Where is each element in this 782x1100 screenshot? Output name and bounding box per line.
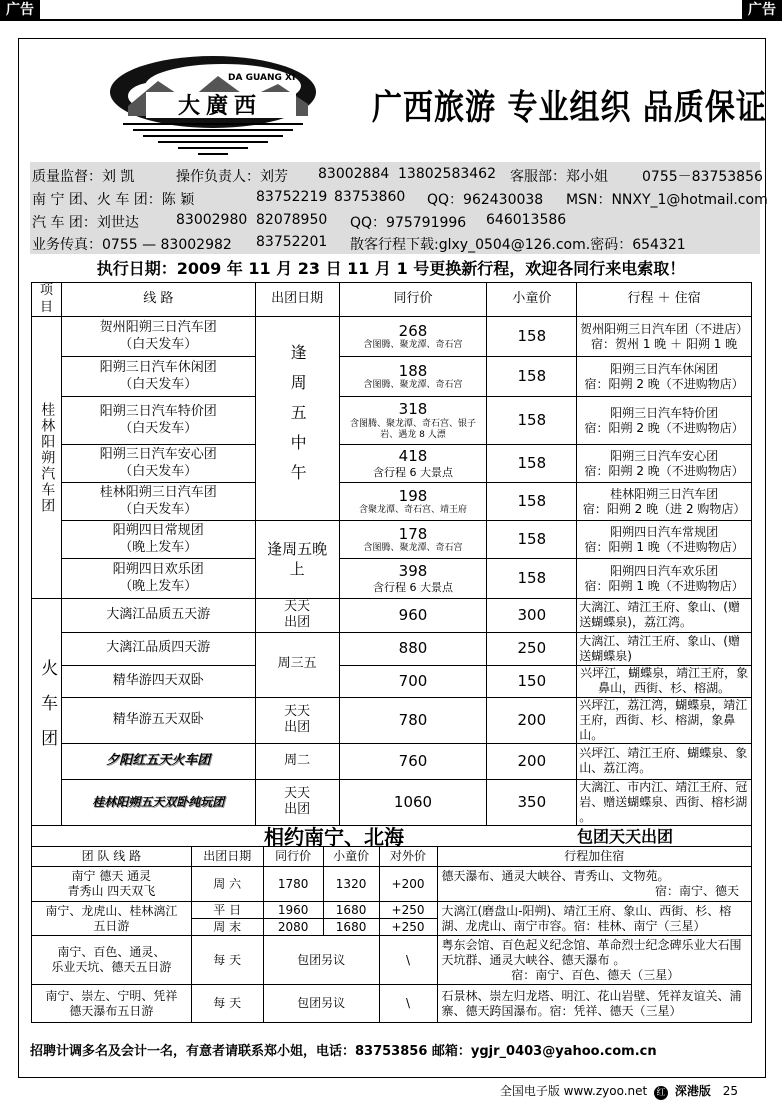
route-note: （晚上发车） — [119, 578, 198, 594]
table-row — [32, 445, 752, 483]
table-row — [32, 357, 752, 397]
route-name: 乐业天坑、德天五日游 — [51, 960, 172, 974]
child-price: 1680 — [323, 902, 379, 919]
route-name: 阳朔三日汽车休闲团 — [99, 360, 217, 376]
itinerary-text: 阳朔四日汽车欢乐团 — [610, 563, 719, 578]
footer-edition: 深港版 — [674, 1084, 711, 1098]
price: 包团另议 — [263, 985, 379, 1023]
contact-text: 散客行程下载:glxy_0504@126.com.密码：654321 — [350, 237, 686, 253]
contact-text: QQ：962430038 — [427, 192, 544, 208]
departure-date: 平 日 — [191, 902, 263, 919]
itinerary-cell — [577, 445, 752, 483]
header-cell: 同行价 — [263, 847, 323, 867]
route-name: 南宁、龙虎山、桂林漓江 — [45, 903, 178, 918]
itinerary-cell — [577, 521, 752, 559]
table-row — [32, 867, 752, 902]
bus-train-table — [31, 282, 752, 826]
price: 760 — [339, 743, 487, 779]
itinerary-text: 贺州阳朔三日汽车团（不进店） — [580, 321, 749, 336]
itinerary-text: 兴坪江、靖江王府、蝴蝶泉、象山、荔江湾。 — [577, 743, 752, 779]
itinerary-cell — [577, 357, 752, 397]
contact-text: 83752201 — [256, 234, 328, 250]
nanning-section-header — [31, 821, 752, 847]
child-price: 158 — [487, 483, 577, 521]
lodging-text: 宿：南宁、百色、德天（三星） — [511, 967, 680, 982]
lodging-text: 宿：贺州 1 晚 ＋ 阳朔 1 晚 — [591, 336, 738, 351]
table-row — [32, 936, 752, 985]
contact-line-3 — [30, 212, 760, 230]
table-row — [32, 521, 752, 559]
price: 198 — [398, 486, 428, 505]
lodging-text: 宿：阳朔 2 晚（不进购物店） — [584, 420, 744, 435]
route-name: 阳朔三日汽车安心团 — [99, 447, 217, 463]
price-note: 含行程 6 大景点 — [373, 466, 453, 479]
route-cell — [32, 902, 192, 936]
ad-label-left: 广告 — [0, 0, 40, 20]
table-header-row — [32, 283, 752, 317]
child-price: 158 — [487, 317, 577, 357]
route-cell — [32, 867, 192, 902]
page-footer — [500, 1082, 738, 1100]
price-note: 含行程 6 大景点 — [373, 581, 453, 594]
public-price: \ — [379, 936, 437, 985]
route-name: 五日游 — [93, 918, 130, 933]
contact-text: QQ：975791996 — [350, 215, 467, 231]
itinerary-text: 大漓江(磨盘山-阳朔)、靖江王府、象山、西街、杉、榕湖、龙虎山、南宁市容。宿：桂林、南宁（三星） — [437, 902, 752, 936]
price: 1060 — [339, 779, 487, 825]
route-cell — [61, 317, 255, 357]
table-header-row — [32, 847, 752, 867]
child-price: 1680 — [323, 919, 379, 936]
price-cell — [339, 357, 487, 397]
departure-date-text: 逢周五晚上 — [267, 540, 328, 578]
child-price: 158 — [487, 397, 577, 445]
price-cell — [339, 445, 487, 483]
price: 880 — [339, 632, 487, 665]
price: 268 — [398, 321, 428, 340]
public-price: +250 — [379, 902, 437, 919]
child-price: 1320 — [323, 867, 379, 902]
category-train: 火车团 — [32, 599, 62, 826]
lodging-text: 宿：阳朔 2 晚（进 2 购物店） — [582, 501, 746, 516]
departure-date: 周 末 — [191, 919, 263, 936]
child-price: 150 — [487, 665, 577, 697]
child-price: 158 — [487, 521, 577, 559]
route-name: 南宁 德天 通灵 — [71, 869, 152, 883]
table-row — [32, 697, 752, 743]
price-note: 含图腾、聚龙潭、奇石宫 — [363, 340, 463, 351]
route-note: （白天发车） — [119, 336, 198, 352]
departure-date — [255, 697, 339, 743]
departure-date: 每 天 — [191, 936, 263, 985]
public-price: +200 — [379, 867, 437, 902]
contact-line-1 — [30, 166, 763, 185]
itinerary-cell — [577, 483, 752, 521]
route-cell — [61, 483, 255, 521]
price-note: 含图腾、聚龙潭、奇石宫 — [363, 543, 463, 554]
price-note: 含聚龙潭、奇石宫、靖王府 — [358, 505, 467, 516]
table-row — [32, 317, 752, 357]
table-row — [32, 483, 752, 521]
category-bus: 桂林阳朔汽车团 — [32, 317, 62, 599]
child-price: 158 — [487, 357, 577, 397]
price: 780 — [339, 697, 487, 743]
itinerary-text: 兴坪江，蝴蝶泉，靖江王府，象鼻山，西街、杉、榕湖。 — [577, 665, 752, 697]
table-row — [32, 743, 752, 779]
header-cell: 出团日期 — [191, 847, 263, 867]
route-name: 青秀山 四天双飞 — [67, 884, 156, 898]
route-name: 南宁、百色、通灵、 — [57, 945, 166, 959]
footer-site: 全国电子版 www.zyoo.net — [499, 1084, 648, 1098]
route-note: （白天发车） — [119, 376, 198, 392]
route-note: （白天发车） — [119, 501, 198, 517]
route-name: 德天瀑布五日游 — [69, 1003, 154, 1018]
child-price: 350 — [487, 779, 577, 825]
price-cell — [339, 397, 487, 445]
itinerary-text: 石景林、崇左归龙塔、明江、花山岩壁、凭祥友谊关、浦寨、德天跨国瀑布。宿：凭祥、德天（三星） — [437, 985, 752, 1023]
route-cell — [61, 521, 255, 559]
departure-date — [255, 599, 339, 633]
child-price: 158 — [487, 559, 577, 599]
child-price: 250 — [487, 632, 577, 665]
contact-text: 83002884 — [318, 166, 390, 182]
price: 188 — [398, 361, 428, 380]
price: 418 — [398, 447, 428, 466]
contact-text: 南 宁 团、火 车 团：陈 颖 — [32, 192, 195, 208]
departure-date: 每 天 — [191, 985, 263, 1023]
price-cell — [339, 483, 487, 521]
departure-date: 周三五 — [255, 632, 339, 697]
contact-line-4 — [30, 234, 760, 252]
route-name: 桂林阳朔五天双卧纯玩团 — [61, 779, 255, 825]
route-name: 大漓江品质四天游 — [61, 632, 255, 665]
itinerary-cell — [577, 559, 752, 599]
header-cell: 线 路 — [61, 283, 255, 317]
route-note: （白天发车） — [119, 463, 198, 479]
table-row — [32, 665, 752, 697]
top-rule — [0, 19, 782, 21]
itinerary-text: 阳朔四日汽车常规团 — [610, 524, 719, 539]
table-row — [32, 559, 752, 599]
header-cell: 同行价 — [339, 283, 487, 317]
departure-date-text: 天天出团 — [284, 599, 311, 631]
route-name: 精华游四天双卧 — [61, 665, 255, 697]
departure-date: 逢周五中午 — [255, 317, 339, 521]
route-cell — [61, 445, 255, 483]
itinerary-text: 桂林阳朔三日汽车团 — [610, 486, 719, 501]
header-cell: 团 队 线 路 — [32, 847, 192, 867]
itinerary-text: 大漓江、靖江王府、象山、(赠送蝴蝶泉)，荔江湾。 — [577, 599, 752, 633]
logo-cn-text: 大廣西 — [177, 93, 263, 119]
child-price: 158 — [487, 445, 577, 483]
route-name: 贺州阳朔三日汽车团 — [99, 320, 217, 336]
table-row — [32, 632, 752, 665]
child-price: 200 — [487, 743, 577, 779]
route-name: 阳朔四日常规团 — [112, 523, 204, 539]
contact-text: 83753860 — [334, 189, 406, 205]
itinerary-text: 大漓江、市内江、靖江王府、冠岩、赠送蝴蝶泉、西街、榕杉湖 。 — [577, 779, 752, 825]
contact-text: 业务传真：0755 — 83002982 — [32, 237, 232, 253]
itinerary-text: 德天瀑布、通灵大峡谷、青秀山、文物苑。 — [441, 869, 670, 883]
route-name: 精华游五天双卧 — [61, 697, 255, 743]
route-cell — [32, 936, 192, 985]
price: 700 — [339, 665, 487, 697]
departure-date: 周 六 — [191, 867, 263, 902]
price: 398 — [398, 562, 428, 581]
header-cell: 小童价 — [323, 847, 379, 867]
header-cell: 对外价 — [379, 847, 437, 867]
price: 1960 — [263, 902, 323, 919]
contact-text: 83002980 — [176, 212, 248, 228]
contact-text: 13802583462 — [398, 166, 496, 182]
itinerary-text: 阳朔三日汽车特价团 — [610, 405, 719, 420]
itinerary-text: 兴坪江，荔江湾，蝴蝶泉，靖江王府，西街、杉、榕湖，象鼻山。 — [577, 697, 752, 743]
page-number: 25 — [722, 1084, 738, 1098]
route-note: （晚上发车） — [119, 539, 198, 555]
route-cell — [61, 559, 255, 599]
table-row — [32, 985, 752, 1023]
itinerary-text: 阳朔三日汽车安心团 — [610, 448, 719, 463]
contact-panel — [30, 162, 768, 254]
contact-text: 质量监督：刘 凯 — [32, 169, 135, 185]
price: 1780 — [263, 867, 323, 902]
departure-date — [255, 521, 339, 599]
price-cell — [339, 521, 487, 559]
departure-date: 周二 — [255, 743, 339, 779]
ad-label-right: 广告 — [742, 0, 782, 20]
route-name: 阳朔四日欢乐团 — [112, 562, 204, 578]
route-name: 南宁、崇左、宁明、凭祥 — [45, 988, 178, 1003]
price-note: 含图腾、聚龙潭、奇石宫、银子岩、遇龙 8 人漂 — [349, 418, 476, 440]
route-note: （白天发车） — [119, 420, 198, 436]
departure-date — [255, 779, 339, 825]
price: 318 — [398, 399, 428, 418]
contact-text: 汽 车 团：刘世达 — [32, 215, 139, 231]
contact-text: 83752219 — [256, 189, 328, 205]
lodging-text: 宿：阳朔 1 晚（不进购物店） — [584, 539, 744, 554]
route-cell — [61, 397, 255, 445]
route-name: 大漓江品质五天游 — [61, 599, 255, 633]
price: 2080 — [263, 919, 323, 936]
header-cell: 行程 ＋ 住宿 — [577, 283, 752, 317]
departure-date-text: 天天出团 — [284, 785, 311, 817]
contact-text: 82078950 — [256, 212, 328, 228]
section-title: 相约南宁、北海 — [264, 825, 404, 849]
section-subtitle: 包团天天出团 — [577, 827, 674, 846]
contact-text: MSN：NNXY_1@hotmail.com — [566, 192, 768, 208]
route-name: 阳朔三日汽车特价团 — [99, 404, 217, 420]
price-cell — [339, 317, 487, 357]
header-cell: 项目 — [32, 283, 62, 317]
route-cell — [32, 985, 192, 1023]
route-name: 桂林阳朔三日汽车团 — [99, 485, 217, 501]
nanning-table — [31, 846, 752, 1023]
contact-line-2 — [30, 189, 768, 208]
price: 178 — [398, 524, 428, 543]
itinerary-cell — [577, 397, 752, 445]
child-price: 300 — [487, 599, 577, 633]
contact-text: 646013586 — [486, 212, 567, 228]
child-price: 200 — [487, 697, 577, 743]
table-row — [32, 779, 752, 825]
header-cell: 行程加住宿 — [437, 847, 752, 867]
recruitment-notice: 招聘计调多名及会计一名，有意者请联系郑小姐，电话：83753856 邮箱：ygjr_0403@yahoo.com.cn — [30, 1044, 657, 1059]
table-row — [32, 902, 752, 919]
lodging-text: 宿：阳朔 2 晚（不进购物店） — [584, 463, 744, 478]
lodging-text: 宿：阳朔 1 晚（不进购物店） — [584, 578, 744, 593]
itinerary-text: 大漓江、靖江王府、象山、(赠送蝴蝶泉) — [577, 632, 752, 665]
price: 960 — [339, 599, 487, 633]
lodging-text: 宿：南宁、德天 — [654, 884, 739, 898]
itinerary-text: 粤东会馆、百色起义纪念馆、革命烈士纪念碑乐业大石围天坑群、通灵大峡谷、德天瀑布 。 — [441, 937, 742, 967]
slogan: 广西旅游 专业组织 品质保证 — [372, 87, 767, 129]
itinerary-text: 阳朔三日汽车休闲团 — [610, 361, 719, 376]
contact-text: 0755－83753856 — [642, 169, 763, 185]
public-price: \ — [379, 985, 437, 1023]
departure-date-text: 天天出团 — [284, 703, 311, 735]
price: 包团另议 — [263, 936, 379, 985]
logo-en-text: DA GUANG XI — [228, 73, 296, 83]
footer-badge: 红 — [654, 1086, 668, 1100]
itinerary-cell — [577, 317, 752, 357]
table-row — [32, 599, 752, 633]
itinerary-cell — [437, 867, 752, 902]
route-cell — [61, 357, 255, 397]
contact-text: 客服部：郑小姐 — [510, 169, 608, 185]
lodging-text: 宿：阳朔 2 晚（不进购物店） — [584, 376, 744, 391]
route-name: 夕阳红五天火车团 — [61, 743, 255, 779]
itinerary-cell — [437, 936, 752, 985]
public-price: +250 — [379, 919, 437, 936]
price-note: 含图腾、聚龙潭、奇石宫 — [363, 380, 463, 391]
table-row — [32, 397, 752, 445]
contact-text: 操作负责人：刘芳 — [176, 169, 288, 185]
execution-date-notice: 执行日期：2009 年 11 月 23 日 11 月 1 号更换新行程，欢迎各同行来电索取！ — [96, 259, 686, 278]
header-cell: 出团日期 — [255, 283, 339, 317]
company-logo — [108, 46, 318, 158]
price-cell — [339, 559, 487, 599]
header-cell: 小童价 — [487, 283, 577, 317]
